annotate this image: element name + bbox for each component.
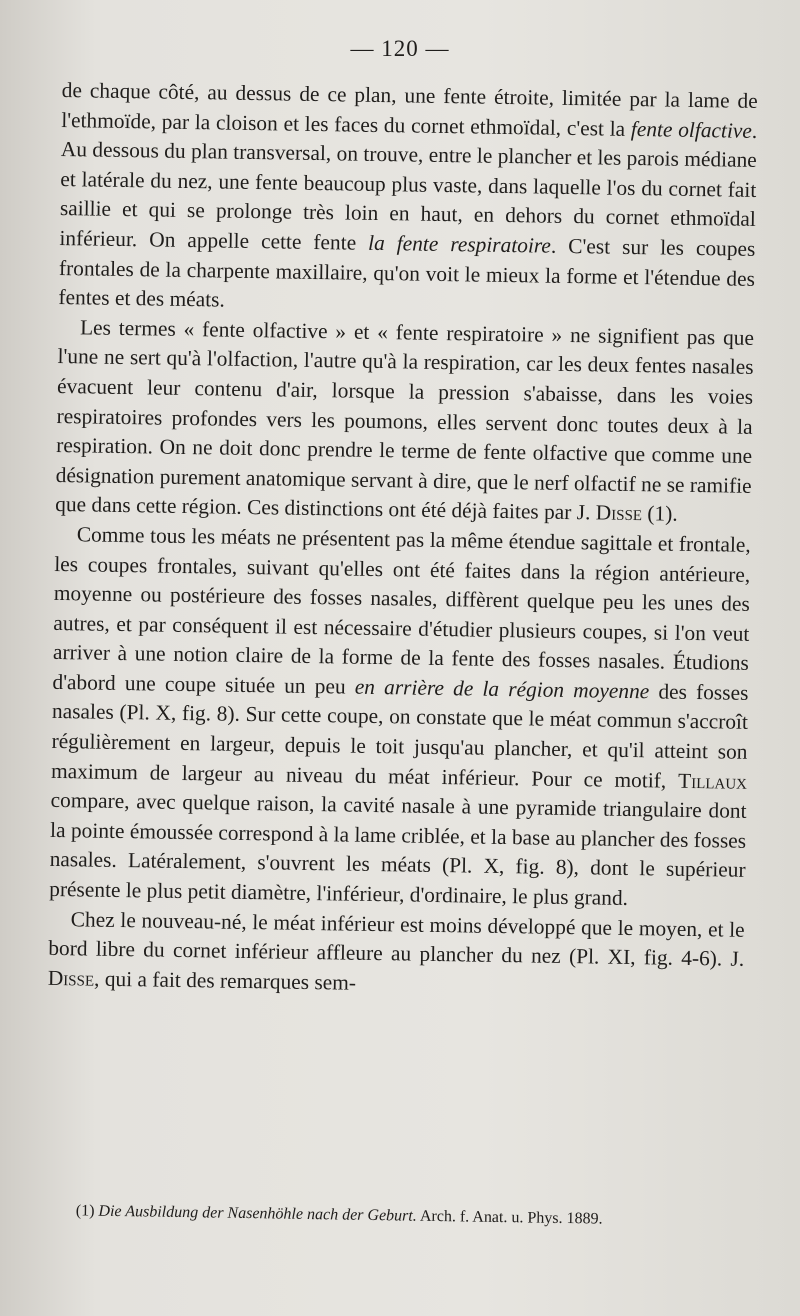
paragraph-3 [49, 520, 751, 916]
author-name: Disse [47, 965, 95, 991]
body-text [48, 76, 758, 1004]
text-run: Chez le nouveau-né, le méat inférieur est moins développé que le moyen, et le bord libre du cornet inférieur affleure au plancher du nez (Pl. XI, fig. 4-6). J. [48, 906, 745, 972]
author-name: Tillaux [677, 768, 748, 794]
text-run: , qui a fait des remarques sem- [93, 966, 357, 995]
author-name: Disse [595, 500, 643, 526]
emphasis-region: en arrière de la région moyenne [354, 674, 650, 704]
paragraph-4 [48, 905, 745, 1005]
text-run: Les termes « fente olfactive » et « fente respiratoire » ne signifient pas que l'une ne sert qu'à l'olfaction, l'autre qu'à la respiration, car les deux fentes nasales évacuent leur contenu d'air, lorsque la pression s'abaisse, dans les voies respiratoires profondes vers les poumons, elles servent donc toutes deux à la respiration. On ne doit donc prendre le terme de fente olfactive que comme une désignation purement anatomique servant à dire, que le nerf olfactif ne se ramifie que dans cette région. Ces distinctions ont été déjà faites par J. [55, 315, 755, 525]
term-fente-olfactive: fente olfactive [630, 116, 753, 143]
text-run: . C'est sur les coupes frontales de la charpente maxillaire, qu'on voit le mieux la forme et l'étendue des fentes et des méats. [58, 233, 756, 312]
text-run: des fosses nasales (Pl. X, fig. 8). Sur cette coupe, on constate que le méat commun s'accroît régulièrement en largeur, depuis le toit jusqu'au plancher, et qu'il atteint son maximum de largeur au niveau du méat inférieur. Pour ce motif, [50, 679, 749, 793]
text-run: Comme tous les méats ne présentent pas la même étendue sagittale et frontale, les coupes frontales, suivant qu'elles ont été faites dans la région antérieure, moyenne ou postérieure des fosses nasales, diffèrent quelque peu les unes des autres, et par conséquent il est nécessaire d'étudier plusieurs coupes, si l'on veut arriver à une notion claire de la forme de la fente des fosses nasales. Étudions d'abord une coupe située un peu [52, 522, 751, 699]
text-run: de chaque côté, au dessus de ce plan, une fente étroite, limitée par la lame de l'ethmoïde, par la cloison et les faces du cornet ethmoïdal, c'est la [61, 77, 758, 141]
page-number: — 120 — [350, 36, 450, 61]
term-fente-respiratoire: la fente respiratoire [367, 230, 552, 258]
footnote [54, 1200, 744, 1233]
text-run: compare, avec quelque raison, la cavité nasale à une pyramide triangulaire dont la pointe émoussée correspond à la lame criblée, et la base au plancher des fosses nasales. Latéralement, s'ouvrent les méats (Pl. X, fig. 8), dont le supérieur présente le plus petit diamètre, l'inférieur, d'ordinaire, le plus grand. [49, 788, 747, 911]
footnote-source: Arch. f. Anat. u. Phys. 1889. [416, 1207, 603, 1228]
footnote-title: Die Ausbildung der Nasenhöhle nach der Geburt. [98, 1202, 417, 1225]
text-run: . Au dessous du plan transversal, on trouve, entre le plancher et les parois médiane et latérale du nez, une fente beaucoup plus vaste, dans laquelle l'os du cornet fait saillie et qui se prolonge très loin en haut, en dehors du cornet ethmoïdal inférieur. On appelle cette fente [59, 118, 758, 255]
paragraph-2 [55, 313, 754, 531]
text-run: (1). [641, 501, 678, 527]
paragraph-1 [58, 76, 758, 324]
footnote-mark: (1) [75, 1202, 99, 1220]
